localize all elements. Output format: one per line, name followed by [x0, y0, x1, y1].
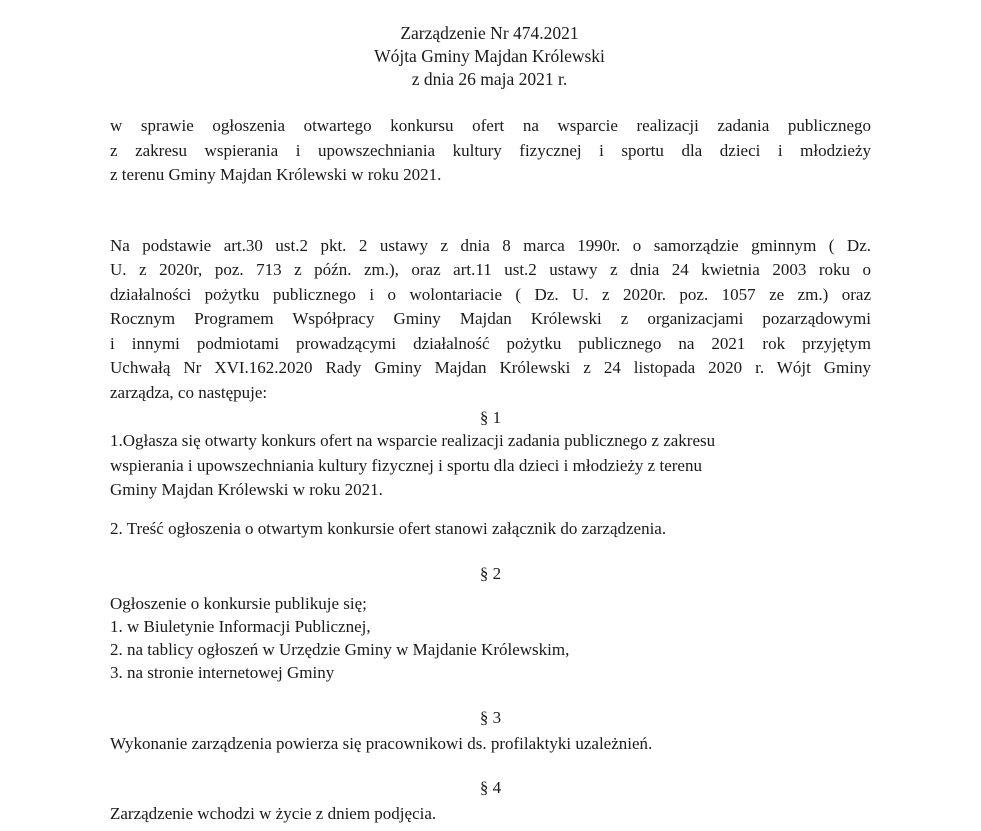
- publication-intro: Ogłoszenie o konkursie publikuje się;: [110, 593, 367, 613]
- legal-basis: [110, 234, 871, 406]
- preamble-line: Rocznym Programem Współpracy Gminy Majdan Królewski z organizacjami pozarządowymi: [110, 309, 871, 328]
- paragraph-line: wspierania i upowszechniania kultury fizycznej i sportu dla dzieci i młodzieży z terenu: [110, 455, 702, 475]
- order-subject: [110, 114, 871, 188]
- subject-line: z zakresu wspierania i upowszechniania kultury fizycznej i sportu dla dzieci i młodzieży: [110, 140, 871, 160]
- paragraph-line: Gminy Majdan Królewski w roku 2021.: [110, 480, 383, 499]
- section-3-mark: § 3: [479, 707, 502, 727]
- document-page: [110, 22, 871, 825]
- subject-line: w sprawie ogłoszenia otwartego konkursu ofert na wsparcie realizacji zadania publicznego: [110, 116, 871, 135]
- section-4-text: Zarządzenie wchodzi w życie z dniem podjęcia.: [110, 803, 437, 823]
- preamble-line: zarządza, co następuje:: [110, 382, 268, 402]
- order-number: Zarządzenie Nr 474.2021: [400, 23, 579, 43]
- section-1-paragraph-2: 2. Treść ogłoszenia o otwartym konkursie ofert stanowi załącznik do zarządzenia.: [110, 518, 667, 538]
- section-2-mark: § 2: [479, 563, 502, 583]
- preamble-line: Na podstawie art.30 ust.2 pkt. 2 ustawy z dnia 8 marca 1990r. o samorządzie gminnym ( Dz.: [110, 235, 871, 255]
- list-item: 2. na tablicy ogłoszeń w Urzędzie Gminy w Majdanie Królewskim,: [110, 639, 570, 659]
- preamble-line: działalności pożytku publicznego i o wolontariacie ( Dz. U. z 2020r. poz. 1057 ze zm.) oraz: [110, 284, 871, 304]
- paragraph-line: 1.Ogłasza się otwarty konkurs ofert na wsparcie realizacji zadania publicznego z zakresu: [110, 431, 716, 450]
- section-1-mark: § 1: [479, 408, 502, 427]
- section-3-text: Wykonanie zarządzenia powierza się pracownikowi ds. profilaktyki uzależnień.: [110, 733, 653, 753]
- subject-line: z terenu Gminy Majdan Królewski w roku 2021.: [110, 165, 442, 184]
- order-date: z dnia 26 maja 2021 r.: [411, 69, 568, 89]
- preamble-line: Uchwałą Nr XVI.162.2020 Rady Gminy Majdan Królewski z 24 listopada 2020 r. Wójt Gminy: [110, 358, 871, 377]
- list-item: 3. na stronie internetowej Gminy: [110, 662, 335, 682]
- section-1-paragraph-1: [110, 429, 871, 503]
- section-4-mark: § 4: [479, 777, 502, 797]
- preamble-line: i innymi podmiotami prowadzącymi działalność pożytku publicznego na 2021 rok przyjętym: [110, 333, 871, 353]
- preamble-line: U. z 2020r, poz. 713 z późn. zm.), oraz art.11 ust.2 ustawy z dnia 24 kwietnia 2003 roku o: [110, 260, 871, 279]
- publication-list: [110, 592, 871, 684]
- issuer: Wójta Gminy Majdan Królewski: [374, 46, 605, 66]
- document-header: [108, 22, 871, 91]
- list-item: 1. w Biuletynie Informacji Publicznej,: [110, 616, 371, 636]
